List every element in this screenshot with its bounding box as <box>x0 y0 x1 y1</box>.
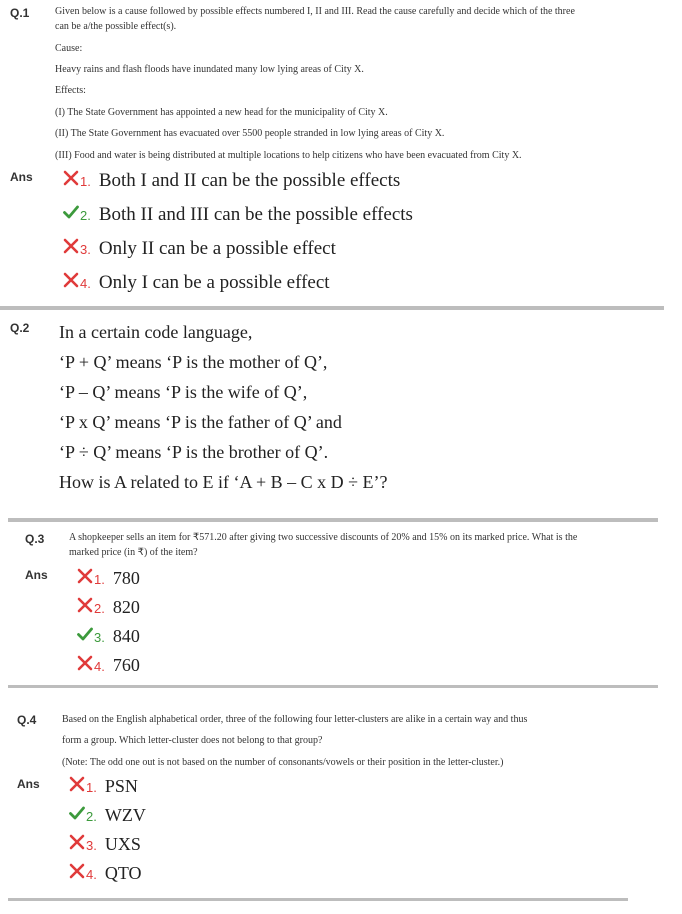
option-number: 4. <box>86 867 97 882</box>
question-line: ‘P – Q’ means ‘P is the wife of Q’, <box>59 382 308 402</box>
answer-label: Ans <box>10 170 33 184</box>
option-number: 2. <box>80 208 91 223</box>
effect-item: (I) The State Government has appointed a new head for the municipality of City X. <box>55 107 388 118</box>
option-text: WZV <box>104 805 146 825</box>
question-number: Q.3 <box>25 532 45 546</box>
question-note: (Note: The odd one out is not based on the number of consonants/vowels or their position in the letter-cluster.) <box>62 757 504 768</box>
answer-label: Ans <box>25 568 48 582</box>
answer-option[interactable] <box>76 655 140 676</box>
option-number: 1. <box>94 572 105 587</box>
cause-text: Heavy rains and flash floods have inundated many low lying areas of City X. <box>55 64 364 75</box>
separator <box>8 518 658 522</box>
option-text: PSN <box>104 776 138 796</box>
answer-label: Ans <box>17 777 40 791</box>
option-number: 3. <box>80 242 91 257</box>
cross-icon <box>62 238 80 254</box>
option-text: Both II and III can be the possible effects <box>98 204 413 225</box>
cross-icon <box>62 170 80 186</box>
option-number: 4. <box>94 659 105 674</box>
question-text: A shopkeeper sells an item for ₹571.20 after giving two successive discounts of 20% and 15% on its marked price. What is the <box>69 532 578 543</box>
option-text: 820 <box>112 597 140 617</box>
question-line: ‘P ÷ Q’ means ‘P is the brother of Q’. <box>59 442 329 462</box>
option-text: Only I can be a possible effect <box>98 272 330 293</box>
option-text: Both I and II can be the possible effects <box>98 170 401 191</box>
answer-option[interactable] <box>68 834 141 855</box>
option-number: 2. <box>94 601 105 616</box>
check-icon <box>62 204 80 220</box>
answer-option[interactable] <box>68 863 142 884</box>
cross-icon <box>76 597 94 613</box>
question-line: In a certain code language, <box>59 322 253 342</box>
question-number: Q.1 <box>10 6 30 20</box>
option-text: 760 <box>112 655 140 675</box>
question-number: Q.2 <box>10 321 30 335</box>
option-number: 1. <box>86 780 97 795</box>
cross-icon <box>76 568 94 584</box>
check-icon <box>76 626 94 642</box>
question-line: ‘P + Q’ means ‘P is the mother of Q’, <box>59 352 328 372</box>
question-number: Q.4 <box>17 713 37 727</box>
option-text: 840 <box>112 626 140 646</box>
answer-option[interactable] <box>68 805 146 826</box>
answer-option[interactable] <box>62 272 330 294</box>
option-number: 1. <box>80 174 91 189</box>
option-text: UXS <box>104 834 141 854</box>
question-line: How is A related to E if ‘A + B – C x D ÷ E’? <box>59 472 388 492</box>
question-text: Given below is a cause followed by possible effects numbered I, II and III. Read the cause carefully and decide which of the three <box>55 6 575 17</box>
option-text: 780 <box>112 568 140 588</box>
separator <box>8 685 658 688</box>
question-text: form a group. Which letter-cluster does not belong to that group? <box>62 735 323 746</box>
question-line: ‘P x Q’ means ‘P is the father of Q’ and <box>59 412 342 432</box>
question-text: marked price (in ₹) of the item? <box>69 547 198 558</box>
answer-option[interactable] <box>76 568 140 589</box>
cause-label: Cause: <box>55 43 83 54</box>
effect-item: (II) The State Government has evacuated over 5500 people stranded in low lying areas of City X. <box>55 128 445 139</box>
check-icon <box>68 805 86 821</box>
option-text: Only II can be a possible effect <box>98 238 336 259</box>
option-number: 3. <box>86 838 97 853</box>
cross-icon <box>62 272 80 288</box>
answer-option[interactable] <box>76 597 140 618</box>
effect-item: (III) Food and water is being distributed at multiple locations to help citizens who have been evacuated from City X. <box>55 150 522 161</box>
effects-label: Effects: <box>55 85 86 96</box>
option-number: 2. <box>86 809 97 824</box>
cross-icon <box>68 863 86 879</box>
option-number: 3. <box>94 630 105 645</box>
option-text: QTO <box>104 863 142 883</box>
separator <box>8 898 628 901</box>
answer-option[interactable] <box>62 204 413 226</box>
question-text: can be a/the possible effect(s). <box>55 21 177 32</box>
cross-icon <box>68 834 86 850</box>
answer-option[interactable] <box>62 170 400 192</box>
cross-icon <box>68 776 86 792</box>
option-number: 4. <box>80 276 91 291</box>
question-text: Based on the English alphabetical order, three of the following four letter-clusters are alike in a certain way and thus <box>62 714 528 725</box>
answer-option[interactable] <box>62 238 336 260</box>
answer-option[interactable] <box>76 626 140 647</box>
answer-option[interactable] <box>68 776 138 797</box>
cross-icon <box>76 655 94 671</box>
separator <box>0 306 664 310</box>
